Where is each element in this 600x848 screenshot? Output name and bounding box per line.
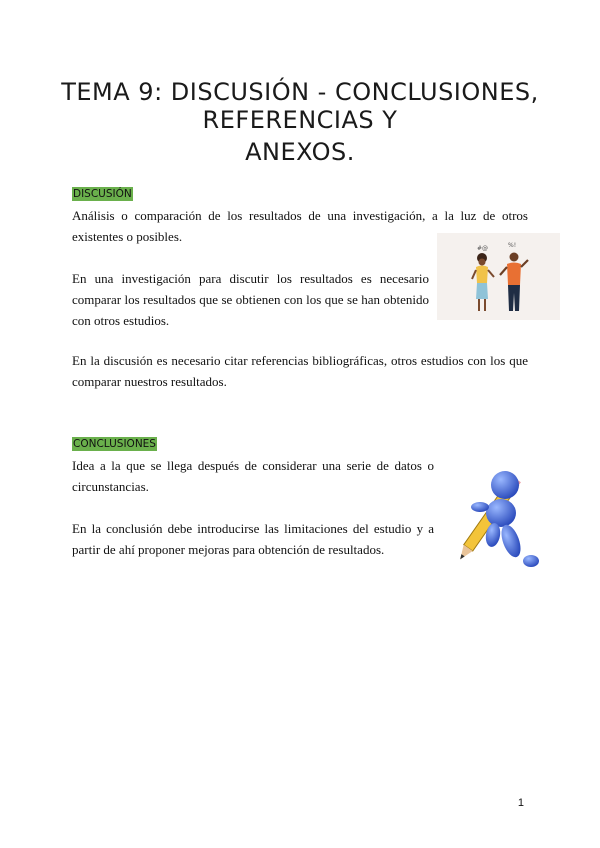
- svg-text:#@: #@: [477, 245, 489, 252]
- discusion-heading: DISCUSIÓN: [73, 188, 132, 200]
- conclusiones-paragraph-2: En la conclusión debe introducirse las limitaciones del estudio y a partir de ahí proponer mejoras para obtención de resultados.: [72, 521, 434, 557]
- conclusiones-paragraph-1: Idea a la que se llega después de considerar una serie de datos o circunstancias.: [72, 458, 434, 494]
- figure-with-pencil-illustration: [445, 463, 545, 583]
- discusion-paragraph-1: Análisis o comparación de los resultados de una investigación, a la luz de otros existentes o posibles.: [72, 208, 528, 244]
- conclusiones-heading: CONCLUSIONES: [73, 438, 156, 450]
- page-title-line-1: TEMA 9: DISCUSIÓN - CONCLUSIONES, REFERENCIAS Y: [61, 78, 539, 134]
- people-discussing-illustration: [437, 233, 560, 320]
- page-number: 1: [517, 797, 524, 809]
- discusion-paragraph-3: En la discusión es necesario citar referencias bibliográficas, otros estudios con los que comparar nuestros resultados.: [72, 353, 528, 389]
- page-title-line-2: ANEXOS.: [245, 138, 355, 166]
- svg-text:%!: %!: [508, 242, 517, 249]
- discusion-paragraph-2: En una investigación para discutir los resultados es necesario comparar los resultados que se obtienen con los que se han obtenido con otros estudios.: [72, 271, 429, 328]
